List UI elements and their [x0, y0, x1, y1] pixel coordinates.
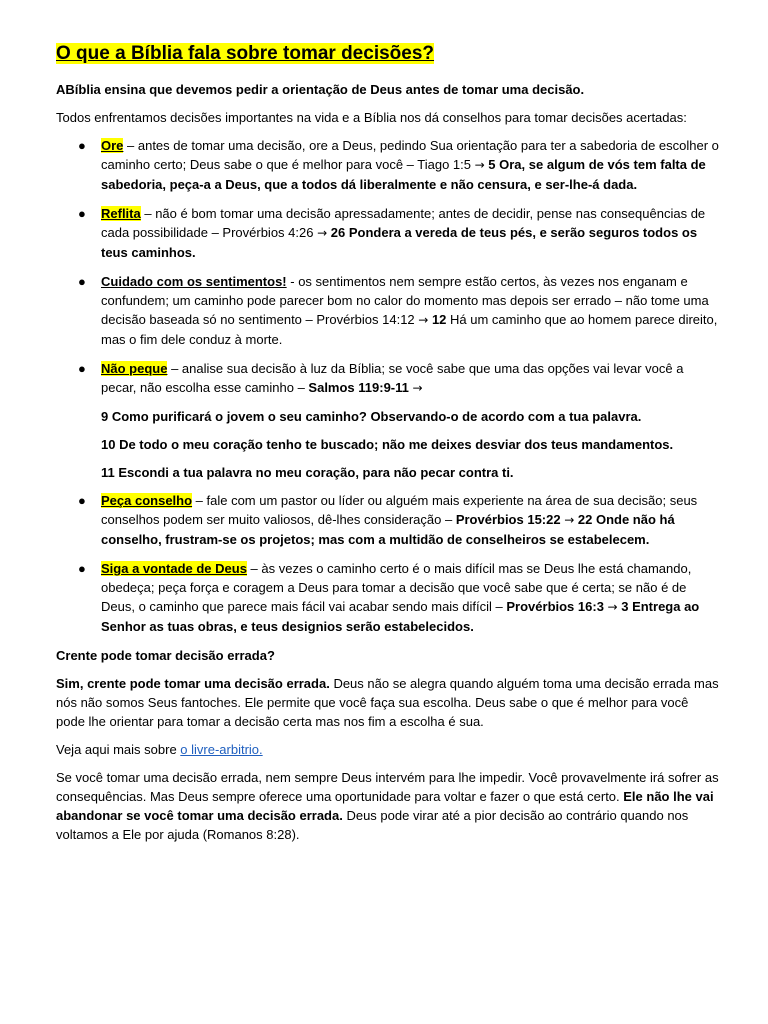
- list-item-nao-peque: ● Não peque – analise sua decisão à luz da Bíblia; se você sabe que uma das opções vai levar você a pecar, não escolha esse caminho – Salmos 119:9-11 →: [78, 361, 684, 395]
- livre-arbitrio-link[interactable]: o livre-arbitrio.: [180, 742, 263, 757]
- verse-line: 10 De todo o meu coração tenho te buscado; não me deixes desviar dos teus mandamentos.: [101, 437, 674, 452]
- item-label: Cuidado com os sentimentos!: [101, 274, 287, 289]
- list-item-peca-conselho: ● Peça conselho – fale com um pastor ou líder ou alguém mais experiente na área de sua decisão; seus conselhos podem ser muito valiosos, dê-lhes consideração – Provérbios 15:22 → 22 Onde não há conselho, frustram-se os projetos; mas com a multidão de conselheiros se estabelecem.: [78, 493, 698, 547]
- arrow-right-icon: →: [317, 226, 328, 240]
- verse-line: 11 Escondi a tua palavra no meu coração, para não pecar contra ti.: [101, 465, 514, 480]
- arrow-right-icon: →: [607, 600, 618, 614]
- verse-line: 9 Como purificará o jovem o seu caminho? Observando-o de acordo com a tua palavra.: [101, 409, 642, 424]
- arrow-right-icon: →: [474, 158, 485, 172]
- document-body: [56, 42, 720, 853]
- advice-list-continued: [56, 491, 720, 636]
- final-paragraph: Se você tomar uma decisão errada, nem sempre Deus intervém para lhe impedir. Você provavelmente irá sofrer as consequências. Mas Deus sempre oferece uma oportunidade para voltar e fazer o que está certo. Ele não lhe vai abandonar se você tomar uma decisão errada. Deus pode virar até a pior decisão ao contrário quando nos voltamos a Ele por ajuda (Romanos 8:28).: [56, 770, 719, 842]
- advice-list: [56, 136, 720, 398]
- bullet-icon: ●: [78, 361, 86, 376]
- list-item-ore: ● Ore – antes de tomar uma decisão, ore a Deus, pedindo Sua orientação para ter a sabedoria de escolher o caminho certo; Deus sabe o que é melhor para você – Tiago 1:5 → 5 Ora, se algum de vós tem falta de sabedoria, peça-a a Deus, que a todos dá liberalmente e não censura, e ser-lhe-á dada.: [78, 138, 719, 192]
- bullet-icon: ●: [78, 206, 86, 221]
- bullet-icon: ●: [78, 561, 86, 576]
- see-more-paragraph: Veja aqui mais sobre o livre-arbitrio.: [56, 742, 263, 757]
- page-title: O que a Bíblia fala sobre tomar decisões?: [56, 43, 435, 64]
- list-item-reflita: ● Reflita – não é bom tomar uma decisão apressadamente; antes de decidir, pense nas consequências de cada possibilidade – Provérbios 4:26 → 26 Pondera a vereda de teus pés, e serão seguros todos os teus caminhos.: [78, 206, 706, 260]
- bullet-icon: ●: [78, 493, 86, 508]
- bullet-icon: ●: [78, 274, 86, 289]
- item-label: Peça conselho: [101, 493, 193, 508]
- bullet-icon: ●: [78, 138, 86, 153]
- item-label: Reflita: [101, 206, 141, 221]
- arrow-right-icon: →: [412, 381, 423, 395]
- item-label: Não peque: [101, 361, 168, 376]
- list-item-sentimentos: ● Cuidado com os sentimentos! - os sentimentos nem sempre estão certos, às vezes nos enganam e confundem; um caminho pode parecer bom no calor do momento mas depois ser errado – não tome uma decisão baseada só no sentimento – Provérbios 14:12 → 12 Há um caminho que ao homem parece direito, mas o fim dele conduz à morte.: [78, 274, 718, 347]
- arrow-right-icon: →: [418, 313, 429, 327]
- answer-paragraph: Sim, crente pode tomar uma decisão errada. Deus não se alegra quando alguém toma uma decisão errada mas nós não somos Seus fantoches. Ele permite que você faça sua escolha. Deus sabe o que é melhor para você pode lhe orientar para tomar a decisão certa mas nos fim a escolha é sua.: [56, 676, 719, 729]
- list-item-siga-vontade: ● Siga a vontade de Deus – às vezes o caminho certo é o mais difícil mas se Deus lhe está chamando, obedeça; peça força e coragem a Deus para tomar a decisão que você sabe que é certa; se não é de Deus, o caminho que parece mais fácil vai acabar sendo mais difícil – Provérbios 16:3 → 3 Entrega ao Senhor as tuas obras, e teus designios serão estabelecidos.: [78, 561, 700, 634]
- intro-bold-paragraph: ABíblia ensina que devemos pedir a orientação de Deus antes de tomar uma decisão.: [56, 82, 585, 97]
- question-heading: Crente pode tomar decisão errada?: [56, 648, 275, 663]
- item-label: Siga a vontade de Deus: [101, 561, 247, 576]
- arrow-right-icon: →: [564, 513, 575, 527]
- intro-paragraph: Todos enfrentamos decisões importantes na vida e a Bíblia nos dá conselhos para tomar decisões acertadas:: [56, 110, 687, 125]
- item-label: Ore: [101, 138, 124, 153]
